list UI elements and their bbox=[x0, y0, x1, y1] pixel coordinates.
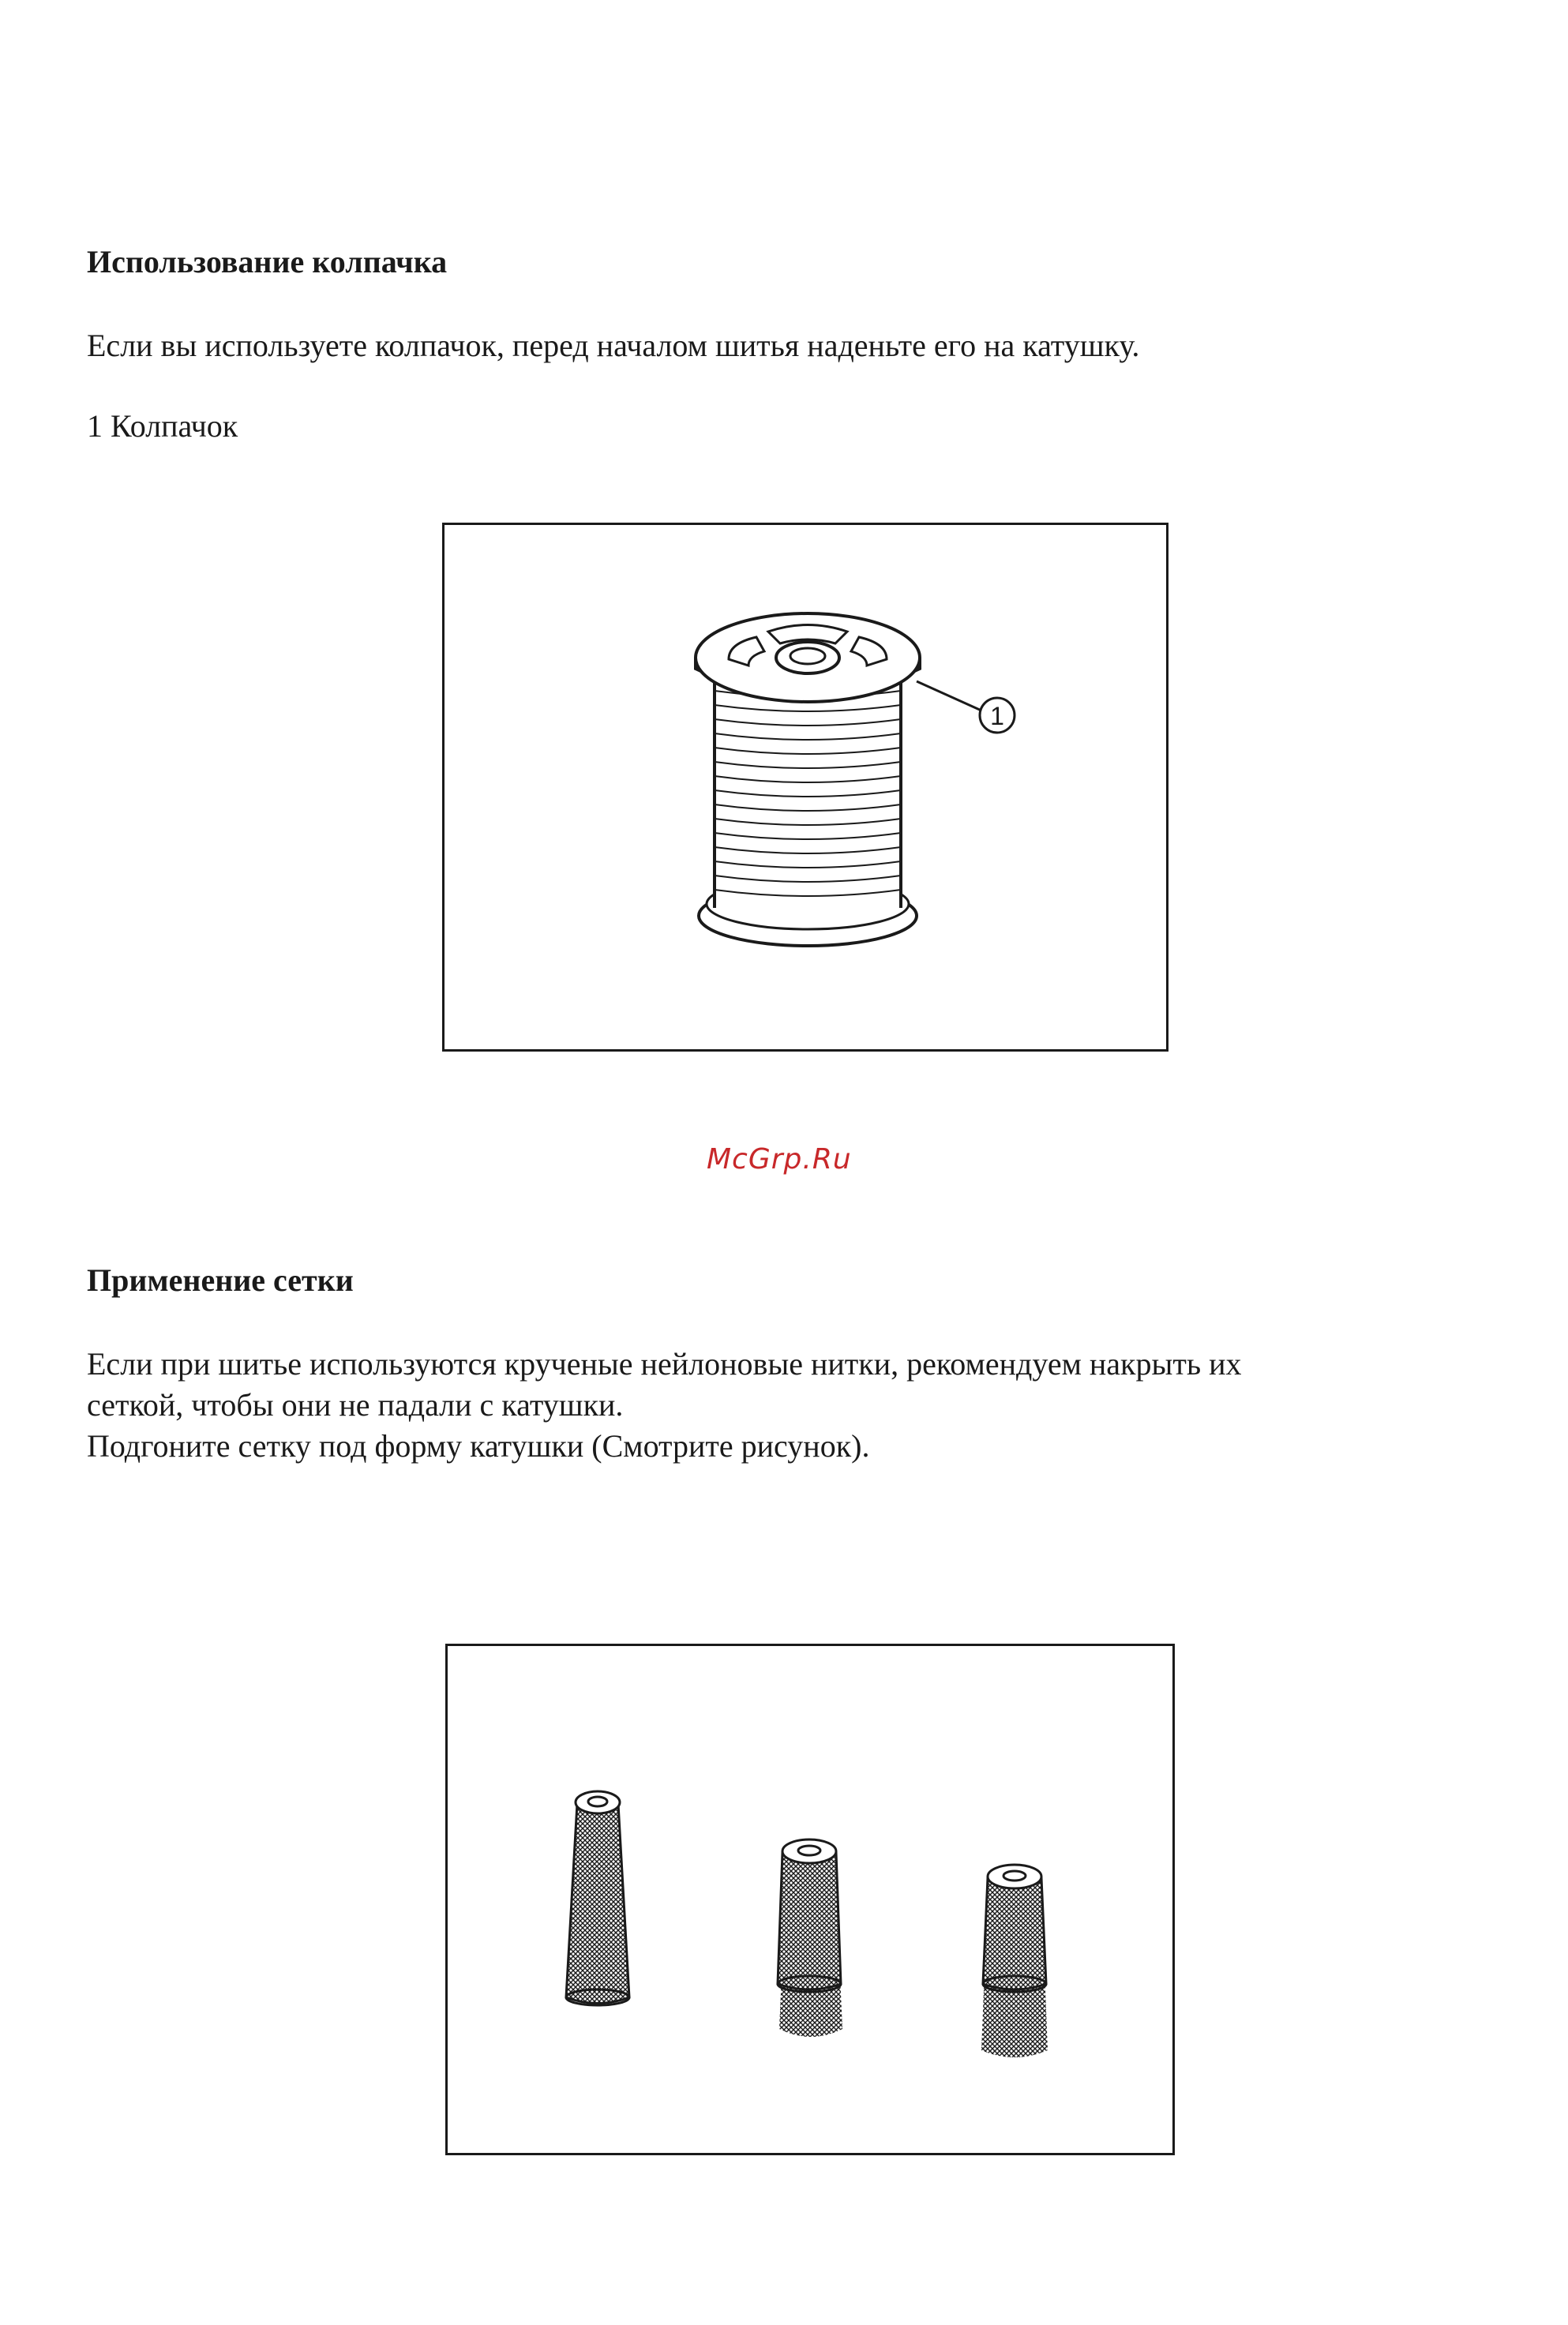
net-instruction-line-2: сеткой, чтобы они не падали с катушки. bbox=[87, 1387, 624, 1423]
spool-with-cap-illustration bbox=[445, 525, 1166, 1049]
cap-instruction-text: Если вы используете колпачок, перед началом шитья наденьте его на катушку. bbox=[87, 328, 1140, 363]
spool-net-folded-long bbox=[981, 1865, 1048, 2057]
spool-cap-figure bbox=[442, 523, 1168, 1052]
spool-net-fitted bbox=[566, 1791, 629, 2005]
cap-legend: 1 Колпачок bbox=[87, 408, 238, 444]
callout-number: 1 bbox=[990, 702, 1004, 730]
section-heading-cap: Использование колпачка bbox=[87, 244, 448, 279]
spool-net-folded bbox=[778, 1839, 842, 2037]
net-instruction-line-1: Если при шитье используются крученые нейлоновые нитки, рекомендуем накрыть их bbox=[87, 1346, 1242, 1382]
spool-net-figure bbox=[445, 1644, 1175, 2155]
section-heading-net: Применение сетки bbox=[87, 1262, 354, 1298]
watermark: McGrp.Ru bbox=[707, 1143, 852, 1176]
net-instruction-line-3: Подгоните сетку под форму катушки (Смотрите рисунок). bbox=[87, 1428, 870, 1464]
spool-net-illustration bbox=[448, 1646, 1172, 2153]
